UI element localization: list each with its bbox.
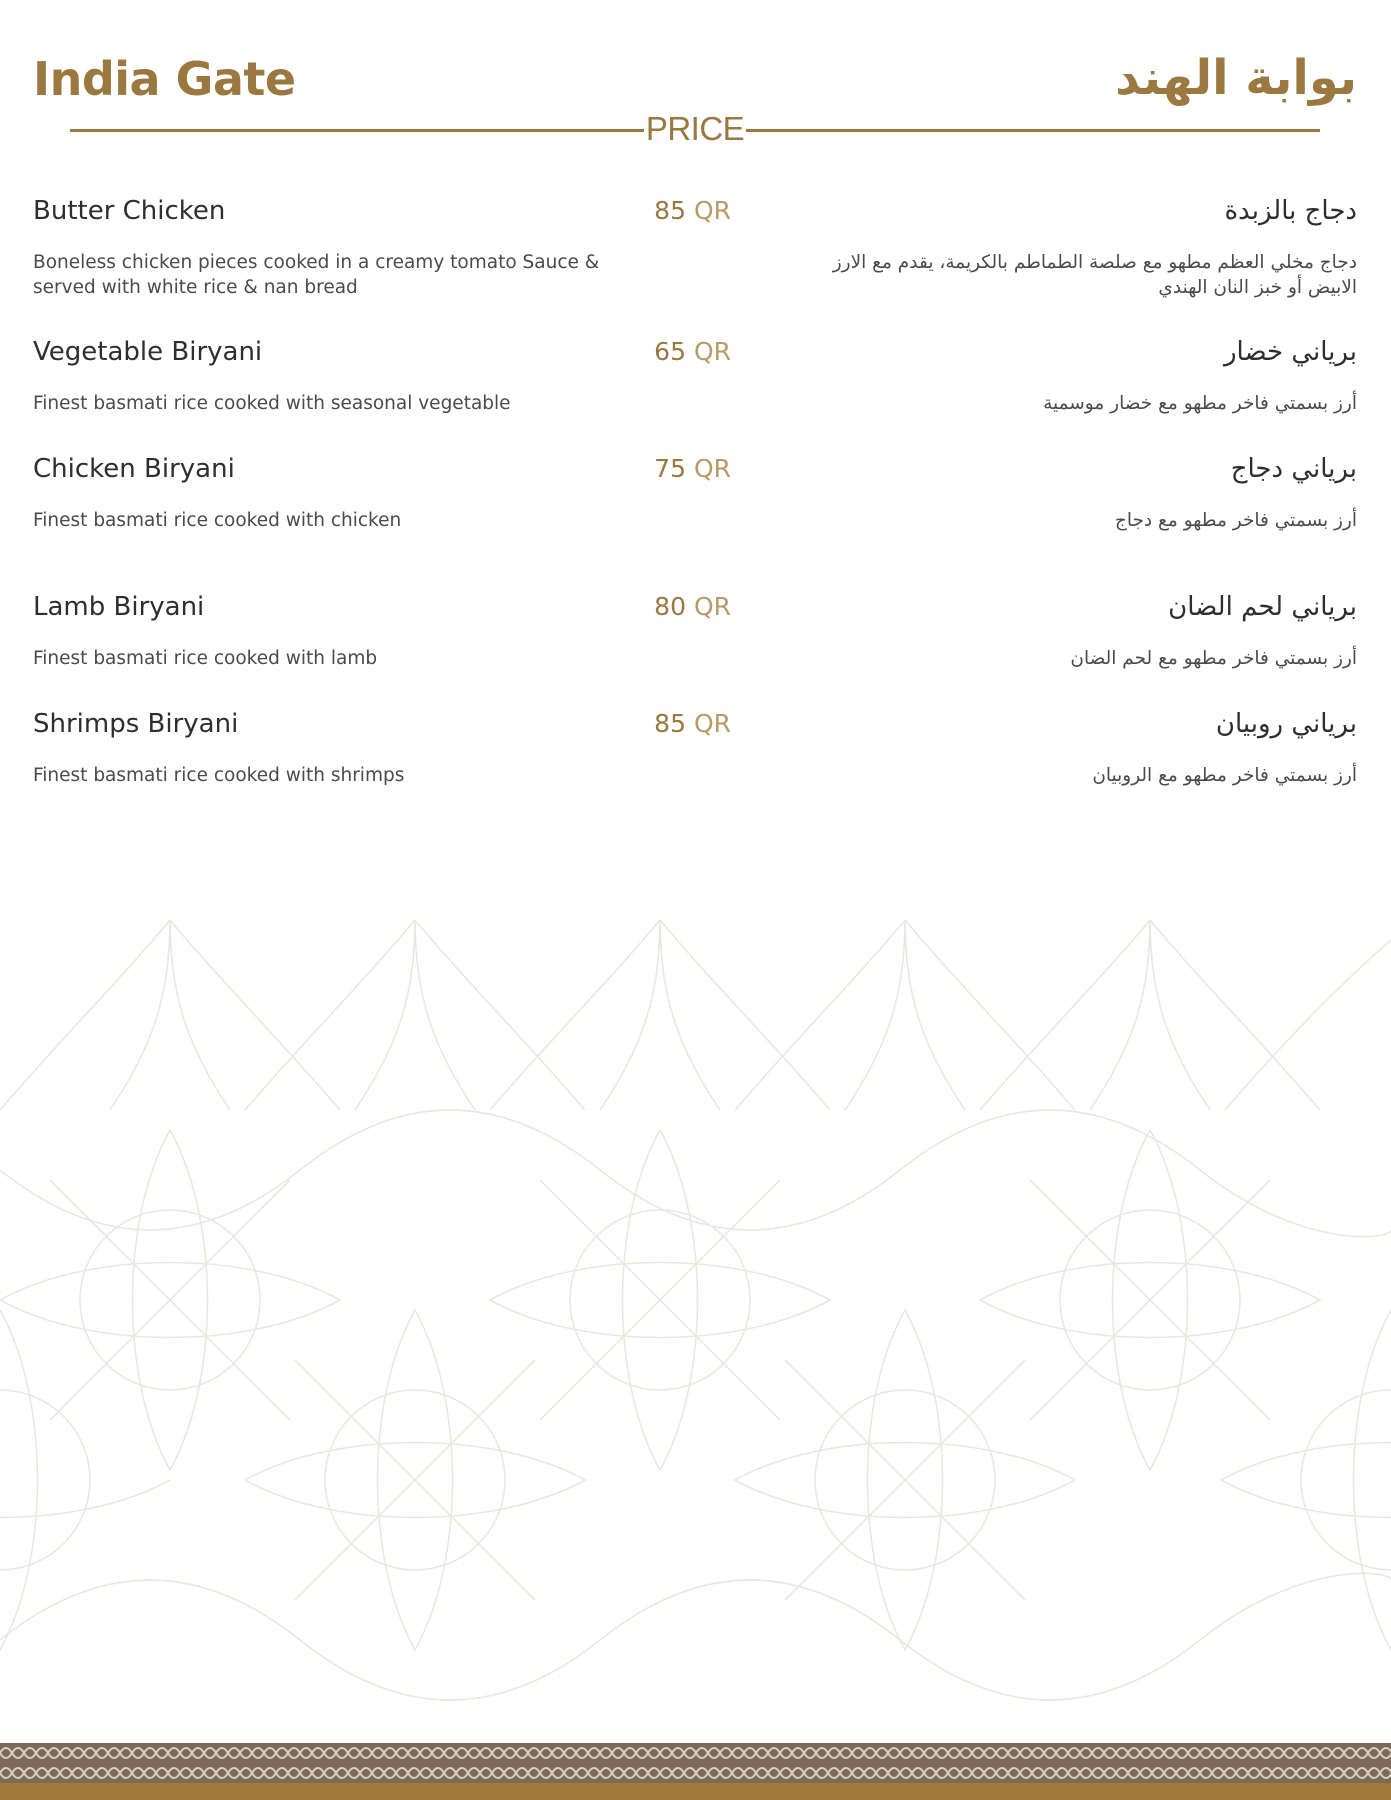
item-name-ar: برياني دجاج [1230,454,1357,484]
price-value: 85 [654,196,686,225]
item-name-ar: دجاج بالزبدة [1224,196,1357,226]
item-name-ar: برياني لحم الضان [1168,592,1357,622]
header-divider-left [70,129,644,132]
price-value: 85 [654,709,686,738]
price-currency: QR [693,337,731,366]
menu-item [0,454,1391,564]
item-name-en: Vegetable Biryani [33,337,263,367]
item-price [654,337,731,366]
item-name-en: Lamb Biryani [33,592,205,622]
item-description-ar: أرز بسمتي فاخر مطهو مع لحم الضان [1070,648,1357,669]
menu-item [0,337,1391,447]
item-description-ar: دجاج مخلي العظم مطهو مع صلصة الطماطم بالكريمة، يقدم مع الارز الابيض أو خبز النان الهندي [832,252,1357,298]
price-currency: QR [693,709,731,738]
menu-item [0,592,1391,702]
item-description-en: Finest basmati rice cooked with lamb [33,648,378,669]
item-name-ar: برياني روبيان [1215,709,1357,739]
price-value: 80 [654,592,686,621]
item-description-en: Boneless chicken pieces cooked in a creamy tomato Sauce & served with white rice & nan bread [33,252,600,298]
footer-ornament-band [0,1743,1391,1783]
footer-lattice-pattern [0,1743,1391,1783]
item-description-en: Finest basmati rice cooked with seasonal vegetable [33,393,511,414]
item-price [654,454,731,483]
item-description-ar: أرز بسمتي فاخر مطهو مع دجاج [1114,510,1357,531]
restaurant-title-ar: بوابة الهند [1115,50,1357,106]
price-value: 65 [654,337,686,366]
item-name-en: Butter Chicken [33,196,226,226]
price-currency: QR [693,196,731,225]
item-price [654,709,731,738]
restaurant-title-en: India Gate [33,52,296,106]
price-currency: QR [693,592,731,621]
price-column-label: PRICE [645,110,745,147]
item-price [654,592,731,621]
item-name-en: Chicken Biryani [33,454,235,484]
item-price [654,196,731,225]
item-description-en: Finest basmati rice cooked with chicken [33,510,402,531]
item-description-en: Finest basmati rice cooked with shrimps [33,765,405,786]
price-value: 75 [654,454,686,483]
menu-item [0,709,1391,819]
floral-background-pattern [0,920,1391,1740]
item-name-ar: برياني خضار [1223,337,1357,367]
item-description-ar: أرز بسمتي فاخر مطهو مع خضار موسمية [1043,393,1357,414]
price-currency: QR [693,454,731,483]
menu-item [0,196,1391,306]
header-divider-right [746,129,1320,132]
item-description-ar: أرز بسمتي فاخر مطهو مع الروبيان [1092,765,1357,786]
footer-gold-band [0,1783,1391,1800]
item-name-en: Shrimps Biryani [33,709,239,739]
